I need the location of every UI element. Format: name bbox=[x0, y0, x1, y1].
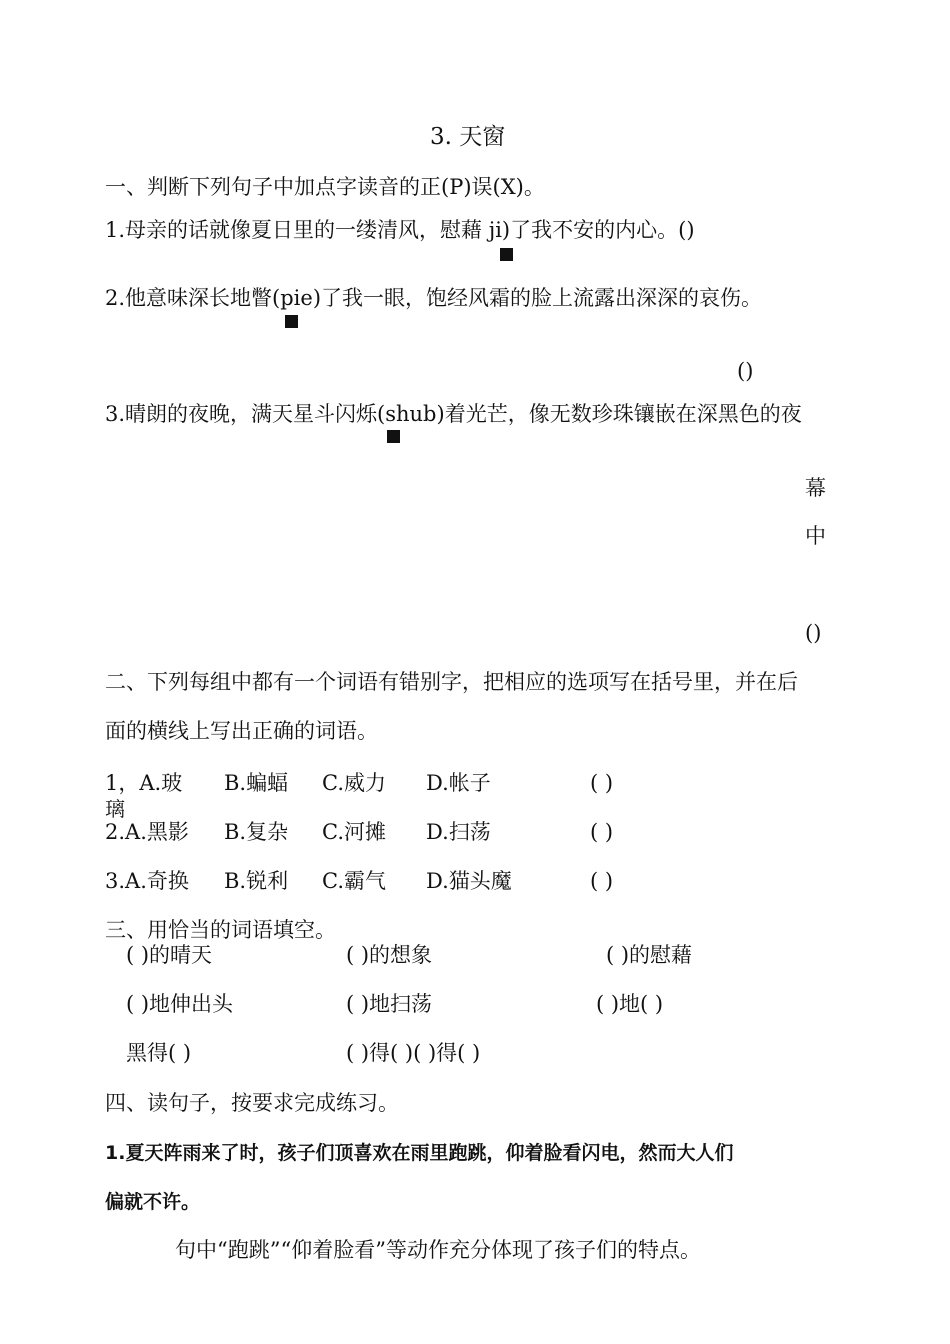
answer-paren: ( ) bbox=[590, 820, 614, 844]
section3-heading: 三、用恰当的词语填空。 bbox=[105, 918, 336, 942]
fill-blank-item: ( )地扫荡 bbox=[346, 992, 433, 1016]
question-1-3: 3.晴朗的夜晚，满天星斗闪烁(shub)着光芒，像无数珍珠镶嵌在深黑色的夜 bbox=[105, 402, 802, 426]
question-1-3-continuation: 中 bbox=[805, 524, 826, 548]
fill-blank-item: ( )地( ) bbox=[596, 992, 664, 1016]
option-d: D.猫头魔 bbox=[426, 869, 512, 893]
section1-heading: 一、判断下列句子中加点字读音的正(P)误(X)。 bbox=[105, 175, 545, 199]
question-1-2-answer-paren: () bbox=[737, 359, 754, 383]
fill-blank-item: 黑得( ) bbox=[126, 1041, 192, 1065]
option-a: 2.A.黑影 bbox=[105, 820, 189, 844]
page-title: 3. 天窗 bbox=[430, 124, 506, 150]
option-b: B.复杂 bbox=[224, 820, 289, 844]
section4-heading: 四、读句子，按要求完成练习。 bbox=[105, 1091, 399, 1115]
emphasis-dot-marker bbox=[285, 315, 298, 328]
option-d: D.帐子 bbox=[426, 771, 491, 795]
question-1-2: 2.他意味深长地瞥(pie)了我一眼，饱经风霜的脸上流露出深深的哀伤。 bbox=[105, 286, 763, 310]
fill-blank-item: ( )地伸出头 bbox=[126, 992, 234, 1016]
question-4-1-cont: 偏就不许。 bbox=[105, 1191, 201, 1213]
option-b: B.锐利 bbox=[224, 869, 289, 893]
question-1-3-continuation: 幕 bbox=[805, 476, 826, 500]
option-c: C.霸气 bbox=[322, 869, 386, 893]
fill-blank-item: ( )得( )( )得( ) bbox=[346, 1041, 481, 1065]
option-c: C.威力 bbox=[322, 771, 386, 795]
option-b: B.蝙蝠 bbox=[224, 771, 289, 795]
section2-heading-cont: 面的横线上写出正确的词语。 bbox=[105, 719, 378, 743]
option-d: D.扫荡 bbox=[426, 820, 491, 844]
option-c: C.河摊 bbox=[322, 820, 386, 844]
question-1-3-answer-paren: () bbox=[805, 621, 822, 645]
option-a-overflow: 璃 bbox=[105, 797, 125, 821]
answer-paren: ( ) bbox=[590, 771, 614, 795]
option-a: 3.A.奇换 bbox=[105, 869, 189, 893]
question-4-1-note: 句中“跑跳”“仰着脸看”等动作充分体现了孩子们的特点。 bbox=[175, 1238, 701, 1262]
question-4-1: 1.夏天阵雨来了时，孩子们顶喜欢在雨里跑跳，仰着脸看闪电，然而大人们 bbox=[105, 1142, 734, 1164]
section2-heading: 二、下列每组中都有一个词语有错别字，把相应的选项写在括号里，并在后 bbox=[105, 670, 798, 694]
fill-blank-item: ( )的想象 bbox=[346, 943, 433, 967]
emphasis-dot-marker bbox=[387, 430, 400, 443]
answer-paren: ( ) bbox=[590, 869, 614, 893]
emphasis-dot-marker bbox=[500, 248, 513, 261]
fill-blank-item: ( )的晴天 bbox=[126, 943, 213, 967]
option-a: 1，A.玻 bbox=[105, 771, 183, 795]
question-1-1: 1.母亲的话就像夏日里的一缕清风，慰藉 ji)了我不安的内心。() bbox=[105, 218, 695, 242]
fill-blank-item: ( )的慰藉 bbox=[606, 943, 693, 967]
